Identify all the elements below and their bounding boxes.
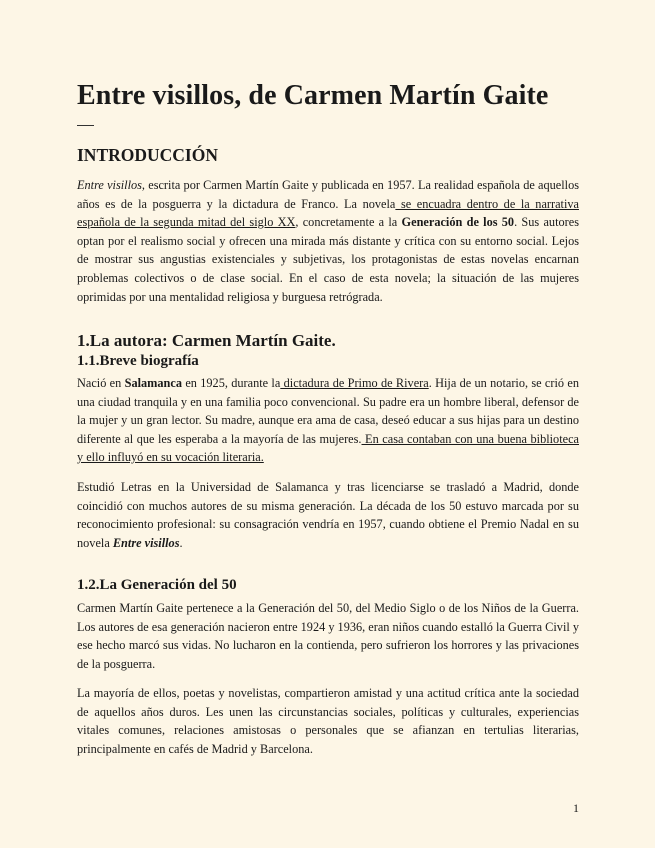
bio2-text-2: .	[179, 535, 183, 550]
bio2-bold-italic-title: Entre visillos	[112, 535, 180, 550]
bio-underlined-dictadura: dictadura de Primo de Rivera	[280, 376, 429, 390]
biography-paragraph-2	[77, 478, 579, 552]
intro-underlined-text: se encuadra dentro de la narrativa española de la segunda mitad del siglo XX	[77, 196, 579, 230]
bio-text-1: Nació en	[77, 376, 125, 390]
document-title: Entre visillos, de Carmen Martín Gaite	[77, 80, 549, 111]
biography-paragraph-1	[77, 374, 579, 467]
introduction-heading: INTRODUCCIÓN	[77, 145, 218, 165]
bio-text-2: en 1925, durante la	[182, 376, 281, 390]
intro-text-3: . Sus autores optan por el realismo social y ofrecen una mirada más distante y crítica con su entorno social. Lejos de mostrar sus angustias existenciales y subjetivas, los protagonistas de estas novelas encarnan problemas colectivos o de clase social. En el caso de esta novela; la situación de las mujeres oprimidas por una mentalidad religiosa y burguesa retrógrada.	[77, 215, 579, 304]
generation-paragraph-2: La mayoría de ellos, poetas y novelistas, compartieron amistad y una actitud crítica ante la sociedad de aquellos años duros. Les unen las circunstancias sociales, políticas y culturales, experiencias vitales comunes, relaciones amistosas o personales que se afianzan en tertulias literarias, principalmente en cafés de Madrid y Barcelona.	[77, 686, 579, 756]
book-title-italic: Entre visillos,	[77, 178, 146, 192]
intro-text-1: escrita por Carmen Martín Gaite y publicada en 1957. La realidad española de aquellos años es de la posguerra y la dictadura de Franco. La novela	[77, 178, 579, 211]
bio-text-3: . Hija de un notario, se crió en una ciudad tranquila y en una familia poco convencional. Su padre era un hombre liberal, defensor de la mujer y un gran lector. Su madre, aunque era ama de casa, deseó educar a sus hijas para un destino diferente al que les esperaba a la mayoría de las mujeres.	[77, 376, 579, 446]
bio-bold-salamanca: Salamanca	[124, 376, 182, 390]
generation-paragraph-1: Carmen Martín Gaite pertenece a la Generación del 50, del Medio Siglo o de los Niños de la Guerra. Los autores de esa generación nacieron entre 1924 y 1936, eran niños cuando estalló la Guerra Civil y ese hecho marcó sus vidas. No lucharon en la contienda, pero sufrieron los horrores y las privaciones de la posguerra.	[77, 601, 579, 671]
intro-bold-generation: Generación de los 50	[401, 215, 515, 230]
section-author-heading: 1.La autora: Carmen Martín Gaite.	[77, 331, 336, 350]
title-underline-rule	[77, 125, 94, 126]
introduction-paragraph	[77, 176, 579, 306]
intro-text-2: , concretamente a la	[295, 215, 402, 230]
bio-underlined-biblioteca: En casa contaban con una buena biblioteca y ello influyó en su vocación literaria.	[77, 431, 579, 465]
subsection-generation-heading: 1.2.La Generación del 50	[77, 577, 237, 593]
subsection-biography-heading: 1.1.Breve biografía	[77, 353, 199, 369]
page-number: 1	[573, 801, 579, 815]
bio2-text-1: Estudió Letras en la Universidad de Salamanca y tras licenciarse se trasladó a Madrid, donde coincidió con muchos autores de su misma generación. La década de los 50 estuvo marcada por su reconocimiento profesional: su consagración vendría en 1957, cuando obtiene el Premio Nadal en su novela	[77, 480, 579, 550]
